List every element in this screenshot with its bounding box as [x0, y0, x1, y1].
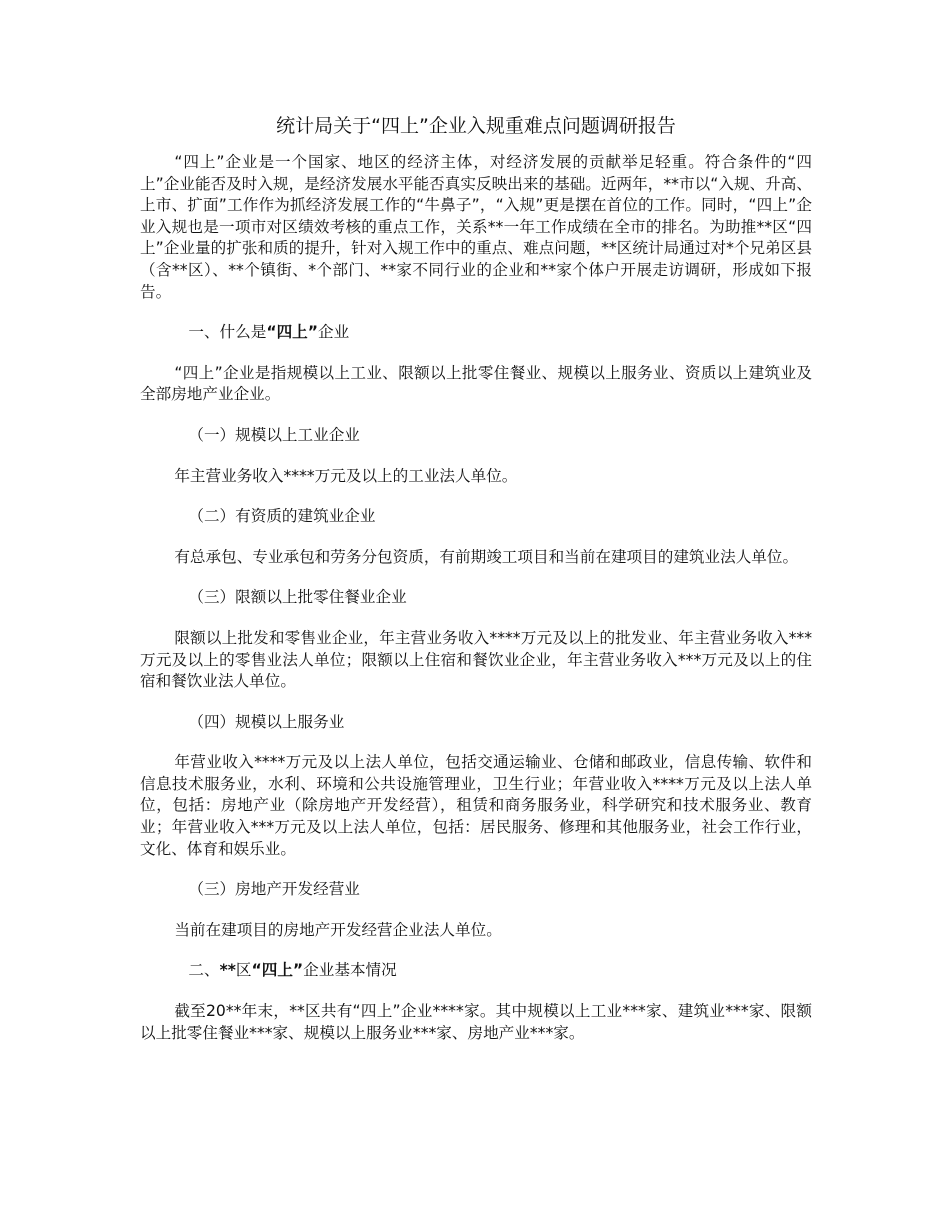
intro-paragraph: “四上”企业是一个国家、地区的经济主体，对经济发展的贡献举足轻重。符合条件的“四上”企业能否及时入规，是经济发展水平能否真实反映出来的基础。近两年，**市以“入规、升高、上市、扩面”工作作为抓经济发展工作的“牛鼻子”，“入规”更是摆在首位的工作。同时，“四上”企业入规也是一项市对区绩效考核的重点工作，关系**一年工作成绩在全市的排名。为助推**区“四上”企业量的扩张和质的提升，针对入规工作中的重点、难点问题，**区统计局通过对*个兄弟区县（含**区）、**个镇街、*个部门、**家不同行业的企业和**家个体户开展走访调研，形成如下报告。 [140, 153, 812, 301]
section-heading-2-mid: 区 [235, 961, 252, 980]
section-heading-2 [140, 960, 812, 982]
subheading-trade: （三）限额以上批零住餐业企业 [188, 588, 407, 607]
paragraph-construction: 有总承包、专业承包和劳务分包资质，有前期竣工项目和当前在建项目的建筑业法人单位。 [174, 547, 799, 566]
section-heading-2-prefix: 二、 [188, 961, 220, 980]
definition-paragraph: “四上”企业是指规模以上工业、限额以上批零住餐业、规模以上服务业、资质以上建筑业及全部房地产业企业。 [140, 363, 812, 404]
section-heading-2-emphasis-2: “四上” [251, 961, 304, 980]
paragraph-real-estate: 当前在建项目的房地产开发经营企业法人单位。 [174, 920, 502, 939]
section-heading-1-prefix: 一、什么是 [188, 323, 267, 342]
subheading-real-estate: （三）房地产开发经营业 [188, 880, 360, 899]
section-heading-1 [140, 322, 812, 344]
section-heading-1-emphasis: “四上” [266, 323, 319, 342]
subheading-industry: （一）规模以上工业企业 [188, 425, 360, 444]
basic-situation-paragraph: 截至20**年末，**区共有“四上”企业****家。其中规模以上工业***家、建筑业***家、限额以上批零住餐业***家、规模以上服务业***家、房地产业***家。 [140, 1002, 812, 1042]
paragraph-services: 年营业收入****万元及以上法人单位，包括交通运输业、仓储和邮政业，信息传输、软件和信息技术服务业，水利、环境和公共设施管理业，卫生行业；年营业收入****万元及以上法人单位，包括：房地产业（除房地产开发经营），租赁和商务服务业，科学研究和技术服务业、教育业；年营业收入***万元及以上法人单位，包括：居民服务、修理和其他服务业，社会工作行业，文化、体育和娱乐业。 [140, 753, 812, 858]
document-title: 统计局关于“四上”企业入规重难点问题调研报告 [276, 115, 676, 137]
subheading-services: （四）规模以上服务业 [188, 712, 345, 731]
document-page [140, 112, 812, 1063]
paragraph-trade: 限额以上批发和零售业企业，年主营业务收入****万元及以上的批发业、年主营业务收入***万元及以上的零售业法人单位；限额以上住宿和餐饮业企业，年主营业务收入***万元及以上的住宿和餐饮业法人单位。 [140, 628, 812, 691]
paragraph-industry: 年主营业务收入****万元及以上的工业法人单位。 [174, 466, 518, 485]
section-heading-2-emphasis-1: ** [219, 961, 236, 980]
section-heading-2-suffix: 企业基本情况 [303, 961, 397, 980]
subheading-construction: （二）有资质的建筑业企业 [188, 507, 376, 526]
section-heading-1-suffix: 企业 [318, 323, 350, 342]
